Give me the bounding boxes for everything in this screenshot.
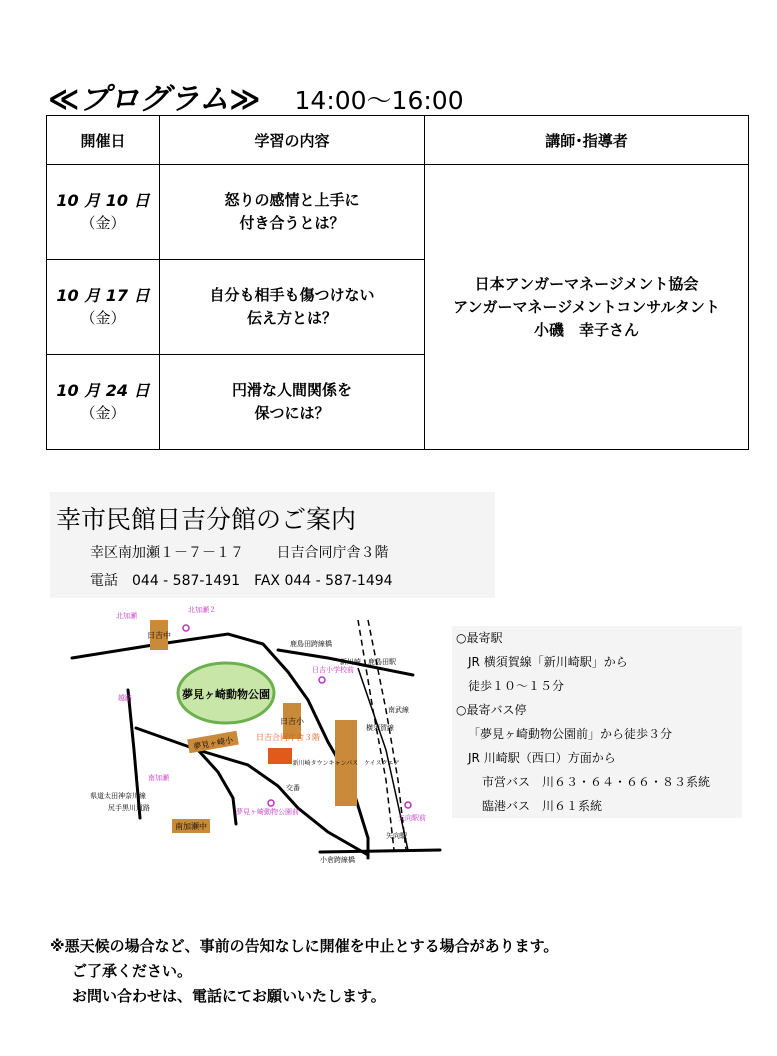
bus-stop-icon — [268, 800, 274, 806]
yumemigasaki-es-label: 夢見ヶ崎小 — [192, 735, 234, 752]
kokura-bridge-road — [320, 850, 440, 852]
access-line: 徒歩１０～１５分 — [468, 679, 565, 693]
teacher-org: 日本アンガーマネージメント協会 — [474, 274, 699, 293]
koban-label: 交番 — [286, 784, 300, 792]
access-line: ○最寄駅 — [456, 631, 503, 645]
shinkawasaki-st-label: 新川崎 — [340, 658, 361, 666]
venue-address: 幸区南加瀬１－７－１７ 日吉合同庁舎３階 — [90, 545, 389, 561]
topic-line: 怒りの感情と上手に — [224, 191, 360, 209]
shirite-road — [136, 728, 368, 855]
topic-line: 保つには？ — [254, 404, 330, 422]
topic-cell — [160, 260, 425, 355]
program-header — [48, 74, 464, 117]
weekday: （金） — [80, 309, 126, 327]
topic-line: 伝え方とは？ — [246, 309, 337, 327]
access-line: JR 川崎駅（西口）方面から — [468, 751, 616, 765]
topic-line: 自分も相手も傷つけない — [209, 286, 375, 304]
hiyoshi-es-label: 日吉小 — [280, 717, 304, 726]
col-header-date: 開催日 — [47, 116, 160, 165]
kashimada-bridge-label: 鹿島田跨線橋 — [290, 640, 332, 648]
date: 10 月 17 日 — [56, 286, 150, 305]
office-building — [268, 748, 292, 764]
notice-line: ※悪天候の場合など、事前の告知なしに開催を中止とする場合があります。 — [50, 937, 559, 955]
hiyoshi-es-bus-label: 日吉小学校前 — [312, 666, 354, 674]
minamikase-jhs-label: 南加瀬中 — [175, 822, 207, 831]
kase-label: 越路 — [118, 694, 132, 702]
bus-stop-icon — [405, 802, 411, 808]
program-time: 14:00～16:00 — [294, 86, 464, 115]
date-cell — [47, 260, 160, 355]
office-label: 日吉合同庁舎３階 — [256, 733, 320, 742]
col-header-content: 学習の内容 — [160, 116, 425, 165]
weekday: （金） — [80, 214, 126, 232]
minamikase-label: 南加瀬 — [148, 774, 169, 782]
weekday: （金） — [80, 404, 126, 422]
yako-st-label: 矢向駅 — [386, 832, 407, 840]
shirite-road-label: 尻手黒川道路 — [108, 804, 150, 812]
bus-stop-icon — [183, 625, 189, 631]
zoo-park-label: 夢見ヶ崎動物公園 — [182, 688, 270, 701]
table-header-row — [47, 116, 749, 165]
date-cell — [47, 355, 160, 450]
teacher-name: 小磯 幸子さん — [533, 320, 639, 339]
access-line: 臨港バス 川６１系統 — [482, 799, 603, 813]
topic-line: 付き合うとは？ — [239, 214, 345, 232]
yokosuka-line-label: 横須賀線 — [366, 724, 394, 732]
teacher-title: アンガーマネージメントコンサルタント — [453, 297, 720, 316]
topic-line: 円滑な人間関係を — [231, 381, 352, 399]
teacher-cell — [425, 165, 749, 450]
venue-info — [50, 492, 495, 598]
notice — [50, 934, 558, 1009]
notice-line: お問い合わせは、電話にてお願いいたします。 — [72, 987, 386, 1005]
nambu-line — [358, 668, 408, 850]
topic-cell — [160, 355, 425, 450]
program-title: ≪プログラム≫ — [48, 82, 261, 117]
kashimada-st-label: 鹿島田駅 — [368, 658, 396, 666]
table-row — [47, 165, 749, 260]
access-map — [68, 600, 448, 880]
kitakase2-label: 北加瀬２ — [188, 606, 216, 614]
col-header-teacher: 講師･指導者 — [425, 116, 749, 165]
topic-cell — [160, 165, 425, 260]
zoo-bus-label: 夢見ヶ崎動物公園前 — [236, 808, 299, 816]
kanagawa-road-label: 県道太田神奈川線 — [90, 792, 146, 800]
notice-line: ご了承ください。 — [72, 962, 193, 980]
kokura-bridge-label: 小倉跨線橋 — [320, 856, 355, 864]
access-line: 「夢見ヶ崎動物公園前」から徒歩３分 — [468, 727, 673, 741]
bus-stop-icon — [319, 677, 325, 683]
access-line: 市営バス 川６３・６４・６６・８３系統 — [482, 775, 711, 789]
date: 10 月 24 日 — [56, 381, 150, 400]
access-line: JR 横須賀線「新川崎駅」から — [468, 655, 628, 669]
date: 10 月 10 日 — [56, 191, 150, 210]
date-cell — [47, 165, 160, 260]
campus-label: 新川崎タウンキャンパス ケイスクエア — [292, 760, 400, 767]
venue-phone: 電話 044 - 587-1491 FAX 044 - 587-1494 — [90, 573, 393, 589]
nambu-line-label: 南武線 — [388, 706, 409, 714]
access-info — [452, 626, 742, 818]
yokosuka-line — [358, 620, 394, 850]
hiyoshi-jhs-label: 日吉中 — [147, 631, 171, 640]
yako-bus-label: 矢向駅前 — [398, 814, 426, 822]
venue-name: 幸市民館日吉分館のご案内 — [56, 505, 357, 534]
access-line: ○最寄バス停 — [456, 703, 527, 717]
kitakase-label: 北加瀬 — [116, 612, 137, 620]
schedule-table — [46, 115, 749, 450]
